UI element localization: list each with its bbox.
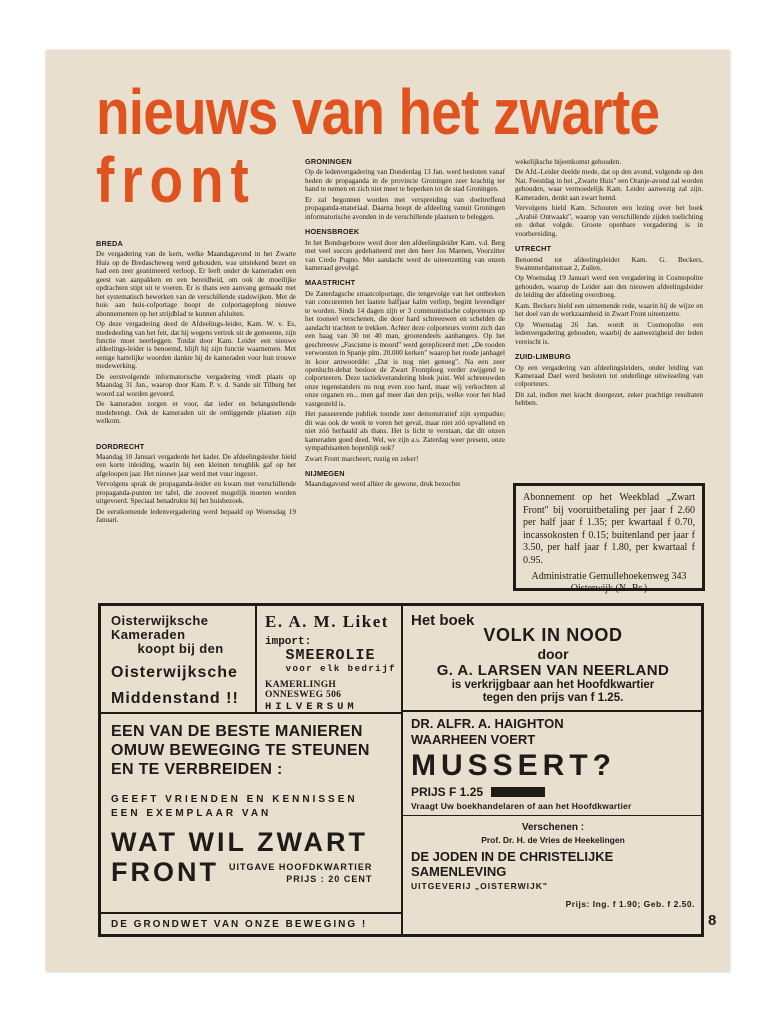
subscription-text: Abonnement op het Weekblad „Zwart Front" bij vooruitbetaling per jaar f 2.60 per half jaar f 1.35; per kwartaal f 0.70, incassokosten f 0.15; buitenland per jaar f 3.50, per half jaar f 1.80, per kwartaal f 0.95. [523, 492, 695, 566]
ad-publisher-info [229, 861, 372, 887]
headline-line-1: nieuws van het zwarte [96, 76, 660, 148]
paragraph: Vervolgens sprak de propaganda-leider en kwam met verschillende propaganda-punten ter tafel, die zooveel mogelijk moeten worden uitgevoerd. Speciaal benadrukte hij het huisbezoek. [96, 480, 296, 506]
ad-wat-wil-zwart-front [101, 714, 403, 934]
paragraph: De eerstkomende ledenvergadering werd bepaald op Woensdag 19 Januari. [96, 507, 296, 525]
ad-publisher: UITGEVERIJ „OISTERWIJK" [411, 881, 548, 891]
ad-price-row [411, 785, 695, 799]
ad-text: door [537, 646, 569, 662]
ad-price: Prijs: Ing. f 1.90; Geb. f 2.50. [565, 899, 695, 909]
column-1 [96, 233, 296, 527]
page-number: 8 [708, 912, 717, 929]
ad-text: Middenstand !! [111, 690, 239, 707]
paragraph: Maandagavond werd alhier de gewone, druk bezochte [305, 480, 461, 489]
advertisement-block [98, 603, 704, 937]
column-3 [515, 158, 703, 410]
section-heading-hoensbroek: HOENSBROEK [305, 227, 360, 237]
paragraph: Er zal begonnen worden met verspreiding van doeltreffend propaganda-materiaal. Daarna hoopt de afdeeling vanuit Groningen informatorische avonden in de verschillende plaatsen te beleggen. [305, 195, 505, 221]
ad-heading: EN TE VERBREIDEN : [111, 761, 283, 778]
paragraph: Dit zal, indien met kracht doorgezet, zeker prachtige resultaten hebben. [515, 390, 703, 408]
ad-text: koopt bij den [137, 641, 224, 656]
admin-line-2: Oisterwijk (N.-Br.) [570, 583, 648, 595]
ad-oisterwijk-middenstand [101, 606, 257, 714]
ad-book-title-row [111, 857, 395, 887]
ad-book-title: VOLK IN NOOD [483, 625, 623, 645]
administration-address [523, 571, 695, 596]
paragraph: In het Bondsgebouw werd door den afdeelingsleider Kam. v.d. Berg met veel succes gedebatteerd met den heer Jos Maenen, Voorzitter van Credo Pugno. Met aandacht werd de uiteenzetting van onzen kameraad gevolgd. [305, 238, 505, 272]
ad-text: Vraagt Uw boekhandelaren of aan het Hoofdkwartier [411, 801, 632, 811]
ad-book-title: MUSSERT? [411, 749, 616, 782]
ad-text: Verschenen : [521, 822, 585, 833]
section-heading-dordrecht: DORDRECHT [96, 441, 145, 451]
paragraph: De eerstvolgende informatorische vergadering vindt plaats op Maandag 31 Jan., waarop door Kam. P. v. d. Sande uit Tilburg het woord zal worden gevoerd. [96, 372, 296, 398]
ad-text: voor elk bedrijf [285, 664, 396, 674]
divider [403, 710, 701, 712]
ad-liket-smeerolie [257, 606, 403, 714]
ad-text: Het boek [411, 612, 475, 629]
section-heading-nijmegen: NIJMEGEN [305, 468, 345, 478]
paragraph: wekelijksche bijeenkomst gehouden. [515, 158, 621, 166]
ad-book-title: FRONT [111, 857, 219, 887]
ad-text: Oisterwijksche [111, 664, 238, 681]
admin-line-1: Administratie Gemullehoekenweg 343 [531, 570, 687, 582]
ad-text: is verkrijgbaar aan het Hoofdkwartier [451, 679, 655, 691]
paragraph: Kam. Beckers hield een uitnemende rede, waarin hij de wijze en het doel van de werkzaamheid in Zwart Front uiteenzette. [515, 301, 703, 319]
ad-price: PRIJS : 20 CENT [286, 874, 373, 884]
ad-text: WAARHEEN VOERT [411, 732, 536, 747]
paragraph: Op deze vergadering deed de Afdeelings-leider, Kam. W. v. Es, mededeeling van het feit, dat hij wegens vertrek uit de gemeente, zijn functie moet neerleggen. Totdat door Kam. Leider een nieuwe afdeelings-leider is benoemd, blijft hij zijn functie waarnemen. Met eenige hartelijke woorden dankte hij de kameraden voor hun trouwe medewerking. [96, 320, 296, 371]
black-bar [491, 787, 545, 797]
ad-heading: EEN VAN DE BESTE MANIEREN [111, 723, 363, 740]
paragraph: Benoemd tot afdeelingsleider Kam. G. Beckers, Swammerdamstraat 2, Zuilen. [515, 255, 703, 272]
section-heading-maastricht: MAASTRICHT [305, 278, 356, 288]
paragraph: Op Woensdag 19 Januari werd een vergadering in Cosmopolite gehouden, waarop de Leider aan den nieuwen afdeelingsleider de leiding der afdeeling overdroeg. [515, 274, 703, 300]
ad-publisher: UITGAVE HOOFDKWARTIER [228, 862, 373, 872]
paragraph: Maandag 10 Januari vergaderde het kader. De afdeelingsleider hield een korte inleiding, waarin hij een kleinen terugblik gaf op het afgeloopen jaar. Het nieuwe jaar werd met vuur ingezet. [96, 452, 296, 478]
ad-author: Prof. Dr. H. de Vries de Heekelingen [481, 835, 625, 845]
paragraph: Zwart Front marcheert, rustig en zeker! [305, 454, 419, 463]
ad-book-title: DE JODEN IN DE CHRISTELIJKE SAMENLEVING [411, 849, 614, 879]
paragraph: Op de ledenvergadering van Donderdag 13 Jan. werd besloten vanaf heden de propaganda in de provincie Groningen zeer krachtig ter hand te nemen en zich niet meer te beperken tot de stad Groningen. [305, 168, 505, 194]
paragraph: Op een vergadering van afdeelingsleiders, onder leiding van Kameraad Dael werd besloten tot onderlinge uitwisseling van colporteurs. [515, 363, 703, 389]
ad-footer: DE GRONDWET VAN ONZE BEWEGING ! [101, 912, 401, 934]
ad-book-title: WAT WIL ZWART [111, 827, 368, 857]
ad-address: KAMERLINGH ONNESWEG 506 [265, 680, 342, 700]
headline-line-2: front [96, 144, 256, 216]
section-heading-breda: BREDA [96, 239, 123, 248]
ad-books [403, 606, 701, 934]
ad-author: DR. ALFR. A. HAIGHTON [411, 716, 564, 731]
ad-text: GEEFT VRIENDEN EN KENNISSEN [111, 794, 358, 805]
paragraph: De vergadering van de kern, welke Maandagavond in het Zwarte Huis op de Bredascheweg werd gehouden, was uitstekend bezet en had een zeer geanimeerd verloop. Er leeft onder de kameraden een geest van aanpakken en een bereidheid, om ook de moeilijke opdrachten stipt uit te voeren. Er is thans een aanvang gemaakt met het systematisch bewerken van de verschillende stadswijken. Met de huis aan huis-colportage hoopt de colportageploeg nieuwe abonnementen op het strijdblad te kunnen afsluiten. [96, 250, 296, 318]
section-heading-utrecht: UTRECHT [515, 244, 552, 254]
column-2 [305, 158, 505, 491]
section-heading-zuid-limburg: ZUID-LIMBURG [515, 352, 571, 362]
ad-product: SMEEROLIE [285, 647, 376, 664]
ad-text: EEN EXEMPLAAR VAN [111, 808, 272, 819]
newspaper-page [46, 50, 730, 972]
paragraph: De kameraden zorgen er voor, dat ieder en belangstellende medebrengt. Ook de kameraden uit de omliggende plaatsen zijn welkom. [96, 400, 296, 426]
ad-city: HILVERSUM [265, 701, 358, 713]
ad-text: Oisterwijksche Kameraden [111, 613, 209, 642]
ad-company-name: E. A. M. Liket [265, 612, 389, 631]
ad-heading: OMUW BEWEGING TE STEUNEN [111, 742, 370, 759]
ad-author: G. A. LARSEN VAN NEERLAND [436, 662, 670, 679]
ad-text: import: [265, 636, 312, 648]
paragraph: De Afd.-Leider deelde mede, dat op den avond, volgende op den Nat. Feestdag in het „Zwarte Huis" een Oranje-avond zal worden gehouden, waar vermoedelijk Kam. Leider aanwezig zal zijn. Kameraden, denkt aan zwart hemd. [515, 168, 703, 202]
section-heading-groningen: GRONINGEN [305, 157, 352, 166]
paragraph: Het passeerende publiek toonde zeer demonstratief zijn sympathie; dit was ook de week te voren het geval, maar niet zóó opvallend en niet zóó herhaald als thans. Het is licht te verstaan, dat dit onzen kameraden goed deed. Wel, we zijn a.s. Zaterdag weer present, onze sympathisanten hopenlijk ook? [305, 410, 505, 453]
paragraph: Op Woensdag 26 Jan. wordt in Cosmopolite een ledenvergadering gehouden, waarbij de aanwezigheid der leden vereischt is. [515, 320, 703, 346]
subscription-box [513, 483, 705, 595]
paragraph: De Zaterdagsche straatcolportage, die tengevolge van het ontbreken van concurenten het laatste halfjaar kalm verliep, begint levendiger te worden. Sinds 14 dagen zijn er 3 communistische colporteurs op het tooneel verschenen, die door hard schreeuwen en schelden de aandacht trachten te trekken. Achter deze colporteurs vormt zich dan een haag van 30 tot 40 man, grootendeels aanhangers. Op het geschreeuw „Fascisme is moord" werd gerepliceerd met: „De rooden verwoesten in Spanje plm. 20.000 kerken" waarop het roode janhagel in koor antwoordde: „Dat is nog niet genoeg". Na een zeer openlucht-debat besloot de Zwart Frontploeg verder zwijgend te colporteeren. Deze tactiekverandering bleek juist. Wel schreeuwden onze tegenstanders nu nog even zoo hard, maar wij verkochten al onze organen en... men gaf meer dan den prijs, welke voor het blad vastgesteld is. [305, 289, 505, 408]
paragraph: Vervolgens hield Kam. Schouten een lezing over het boek „Arabië Ontwaakt", waarop van verschillende zijden toelichting en debat volgde. Groote openbare vergadering is in voorbereiding. [515, 204, 703, 238]
divider [403, 815, 701, 816]
ad-text: tegen den prijs van f 1.25. [482, 692, 624, 704]
ad-price: PRIJS F 1.25 [411, 785, 484, 799]
